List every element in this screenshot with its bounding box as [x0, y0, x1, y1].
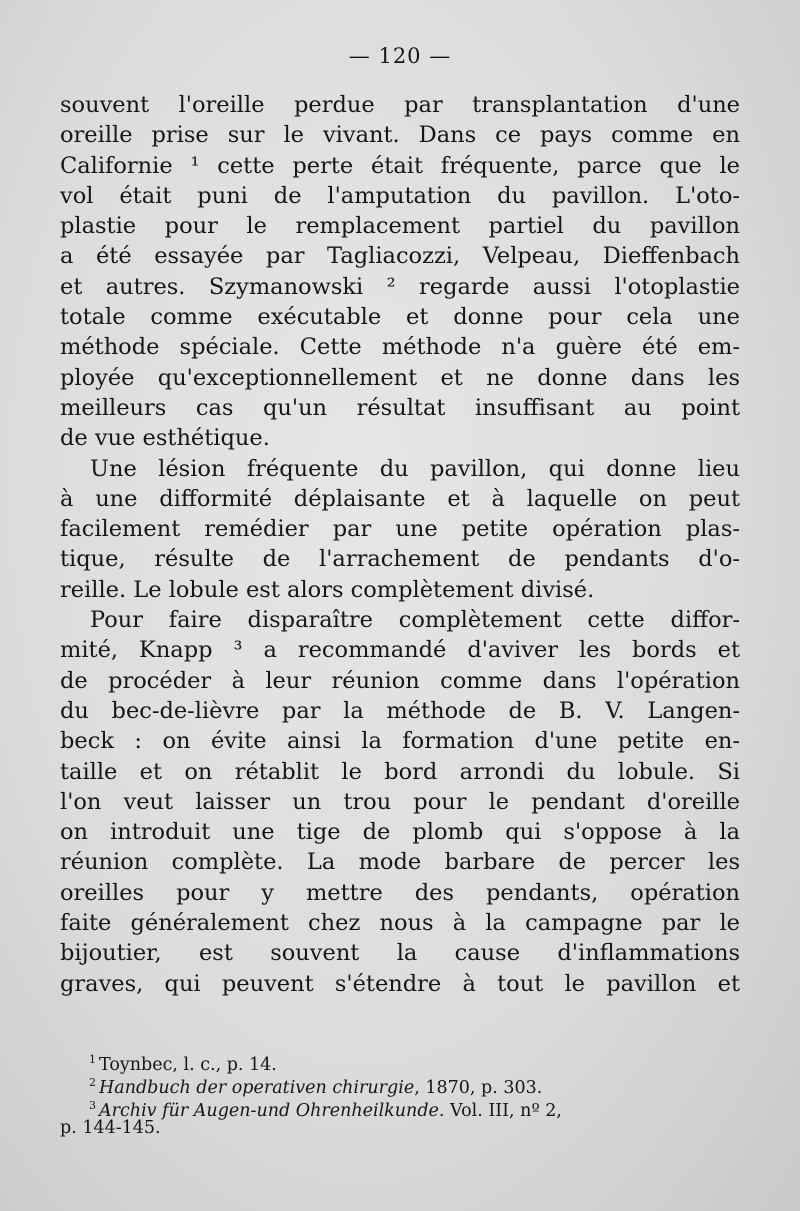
text-line: mité, Knapp ³ a recommandé d'aviver les bords et: [60, 637, 740, 664]
footnote-text: Toynbec, l. c., p. 14.: [99, 1055, 277, 1075]
text-line: plastie pour le remplacement partiel du pavillon: [60, 213, 740, 240]
body-text: [60, 90, 740, 999]
footnote-text: , 1870, p. 303.: [414, 1078, 543, 1098]
text-line: Pour faire disparaître complètement cette diffor-: [90, 607, 740, 634]
footnotes: [60, 1048, 750, 1140]
footnote-mark: 3: [89, 1099, 96, 1112]
text-line: bijoutier, est souvent la cause d'inflammations: [60, 940, 740, 967]
text-line: on introduit une tige de plomb qui s'oppose à la: [60, 819, 740, 846]
text-line: totale comme exécutable et donne pour cela une: [60, 304, 740, 331]
text-line: beck : on évite ainsi la formation d'une petite en-: [60, 728, 740, 755]
text-line: ployée qu'exceptionnellement et ne donne dans les: [60, 364, 740, 391]
text-line: méthode spéciale. Cette méthode n'a guère été em-: [60, 334, 740, 361]
text-line: taille et on rétablit le bord arrondi du lobule. Si: [60, 758, 740, 785]
text-line: souvent l'oreille perdue par transplantation d'une: [60, 92, 740, 118]
footnote-text: . Vol. III, nº 2,: [438, 1101, 562, 1121]
text-line: oreilles pour y mettre des pendants, opération: [60, 879, 740, 906]
footnote-1: [60, 1048, 750, 1075]
text-line: Californie ¹ cette perte était fréquente, parce que le: [60, 152, 740, 179]
footnote-3-continuation: p. 144-145.: [60, 1118, 161, 1138]
text-line: facilement remédier par une petite opération plas-: [60, 516, 740, 543]
footnote-3: [60, 1094, 750, 1121]
text-line: et autres. Szymanowski ² regarde aussi l'otoplastie: [60, 273, 740, 300]
text-line: de procéder à leur réunion comme dans l'opération: [60, 667, 740, 694]
text-line: oreille prise sur le vivant. Dans ce pays comme en: [60, 122, 740, 149]
text-line: du bec-de-lièvre par la méthode de B. V. Langen-: [60, 697, 740, 724]
footnote-mark: 2: [89, 1076, 96, 1089]
text-line: graves, qui peuvent s'étendre à tout le pavillon et: [60, 970, 740, 997]
footnote-2: [60, 1071, 750, 1098]
text-line: Une lésion fréquente du pavillon, qui donne lieu: [90, 455, 740, 482]
text-line: de vue esthétique.: [60, 425, 270, 452]
text-line: faite généralement chez nous à la campagne par le: [60, 910, 740, 937]
text-line: meilleurs cas qu'un résultat insuffisant au point: [60, 394, 740, 421]
text-line: réunion complète. La mode barbare de percer les: [60, 849, 740, 876]
text-line: à une difformité déplaisante et à laquelle on peut: [60, 485, 740, 512]
text-line: reille. Le lobule est alors complètement divisé.: [60, 576, 595, 603]
text-line: vol était puni de l'amputation du pavillon. L'oto-: [60, 182, 740, 209]
text-line: tique, résulte de l'arrachement de pendants d'o-: [60, 546, 740, 573]
footnote-title: Archiv für Augen-und Ohrenheilkunde: [99, 1101, 439, 1121]
footnote-title: Handbuch der operativen chirurgie: [99, 1078, 415, 1098]
text-line: l'on veut laisser un trou pour le pendant d'oreille: [60, 788, 740, 815]
footnote-mark: 1: [89, 1053, 96, 1066]
page-number: — 120 —: [348, 44, 452, 68]
text-line: a été essayée par Tagliacozzi, Velpeau, Dieffenbach: [60, 243, 740, 270]
